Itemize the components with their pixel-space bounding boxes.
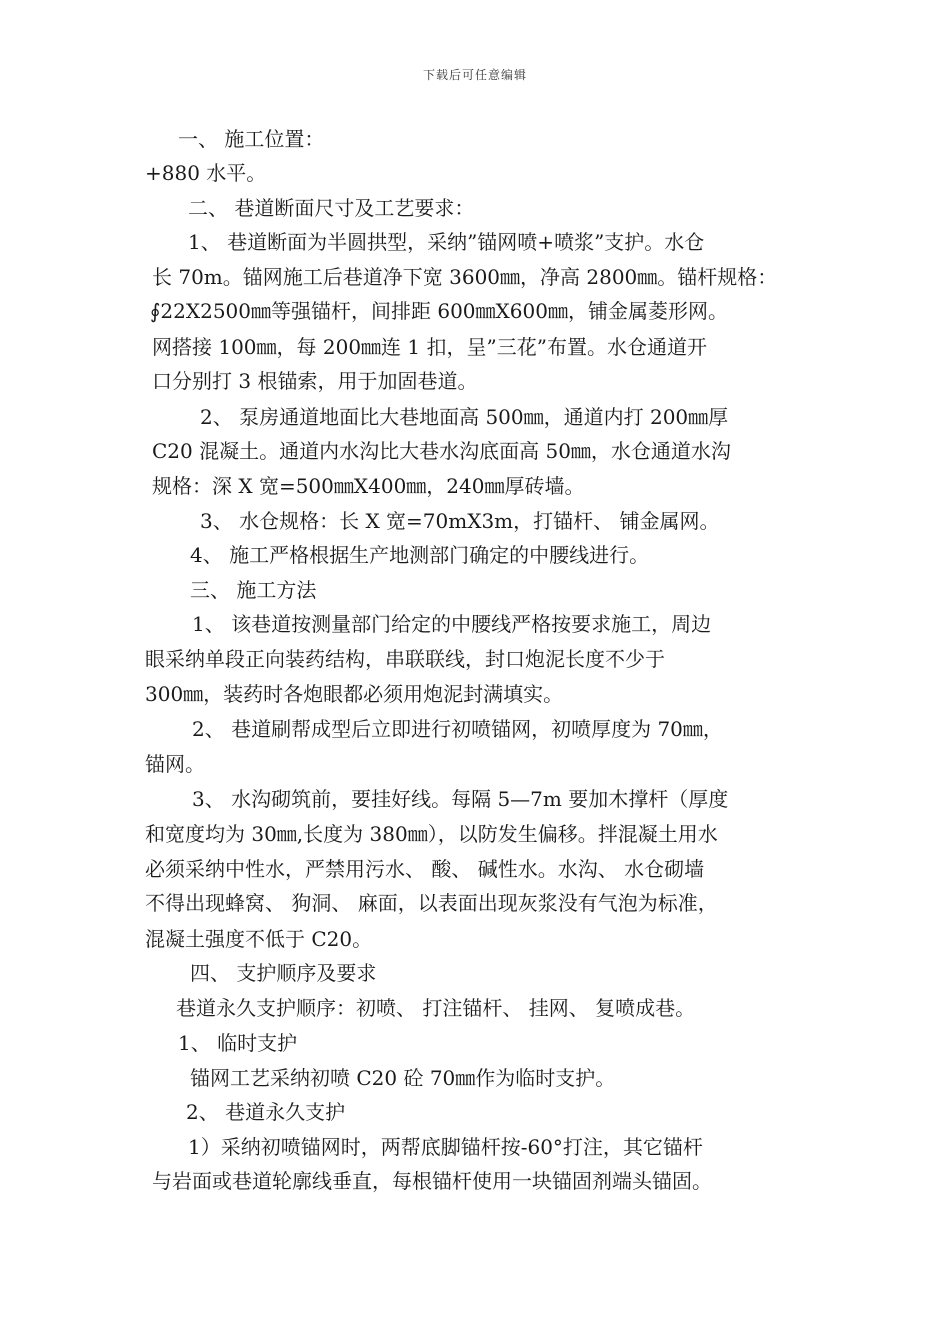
paragraph-line: 规格：深 X 宽=500㎜X400㎜，240㎜厚砖墙。 <box>152 474 585 498</box>
paragraph-line: 巷道永久支护顺序：初喷、 打注锚杆、 挂网、 复喷成巷。 <box>176 996 696 1020</box>
paragraph-line: 必须采纳中性水，严禁用污水、 酸、 碱性水。水沟、 水仓砌墙 <box>145 857 705 881</box>
paragraph-line: 长 70m。锚网施工后巷道净下宽 3600㎜，净高 2800㎜。锚杆规格： <box>152 265 778 289</box>
section-heading: 三、 施工方法 <box>190 578 317 602</box>
paragraph-line: 2、 巷道刷帮成型后立即进行初喷锚网，初喷厚度为 70㎜， <box>192 717 723 741</box>
header-note: 下载后可任意编辑 <box>422 68 527 82</box>
paragraph-line: 锚网工艺采纳初喷 C20 砼 70㎜作为临时支护。 <box>190 1066 616 1090</box>
paragraph-line: 眼采纳单段正向装药结构，串联联线，封口炮泥长度不少于 <box>145 647 665 671</box>
paragraph-line: 锚网。 <box>145 752 205 776</box>
paragraph-line: ∮22X2500㎜等强锚杆，间排距 600㎜X600㎜，铺金属菱形网。 <box>150 299 728 323</box>
paragraph-line: 1、 该巷道按测量部门给定的中腰线严格按要求施工，周边 <box>192 612 712 636</box>
subsection-heading: 1、 临时支护 <box>178 1031 298 1055</box>
paragraph-line: 网搭接 100㎜，每 200㎜连 1 扣，呈”三花”布置。水仓通道开 <box>152 335 707 359</box>
paragraph-line: 3、 水仓规格：长 X 宽=70mX3m，打锚杆、 铺金属网。 <box>200 509 720 533</box>
section-heading: 一、 施工位置： <box>178 127 325 151</box>
paragraph-line: C20 混凝土。通道内水沟比大巷水沟底面高 50㎜，水仓通道水沟 <box>152 439 731 463</box>
paragraph-line: 3、 水沟砌筑前，要挂好线。每隔 5—7m 要加木撑杆（厚度 <box>192 787 729 811</box>
paragraph-line: 1）采纳初喷锚网时，两帮底脚锚杆按-60°打注，其它锚杆 <box>188 1135 703 1159</box>
paragraph-line: 口分别打 3 根锚索，用于加固巷道。 <box>152 369 478 393</box>
paragraph-line: 不得出现蜂窝、 狗洞、 麻面，以表面出现灰浆没有气泡为标准， <box>145 891 718 915</box>
subsection-heading: 2、 巷道永久支护 <box>186 1100 346 1124</box>
paragraph-line: 混凝土强度不低于 C20。 <box>145 927 373 951</box>
paragraph-line: 与岩面或巷道轮廓线垂直，每根锚杆使用一块锚固剂端头锚固。 <box>152 1169 712 1193</box>
paragraph-line: 和宽度均为 30㎜,长度为 380㎜），以防发生偏移。拌混凝土用水 <box>145 822 718 846</box>
section-heading: 二、 巷道断面尺寸及工艺要求： <box>188 196 475 220</box>
paragraph-line: 2、 泵房通道地面比大巷地面高 500㎜，通道内打 200㎜厚 <box>200 405 729 429</box>
paragraph-line: +880 水平。 <box>145 161 267 185</box>
paragraph-line: 1、 巷道断面为半圆拱型，采纳”锚网喷+喷浆”支护。水仓 <box>188 230 705 254</box>
paragraph-line: 300㎜，装药时各炮眼都必须用炮泥封满填实。 <box>145 682 564 706</box>
section-heading: 四、 支护顺序及要求 <box>190 961 377 985</box>
paragraph-line: 4、 施工严格根据生产地测部门确定的中腰线进行。 <box>190 543 650 567</box>
